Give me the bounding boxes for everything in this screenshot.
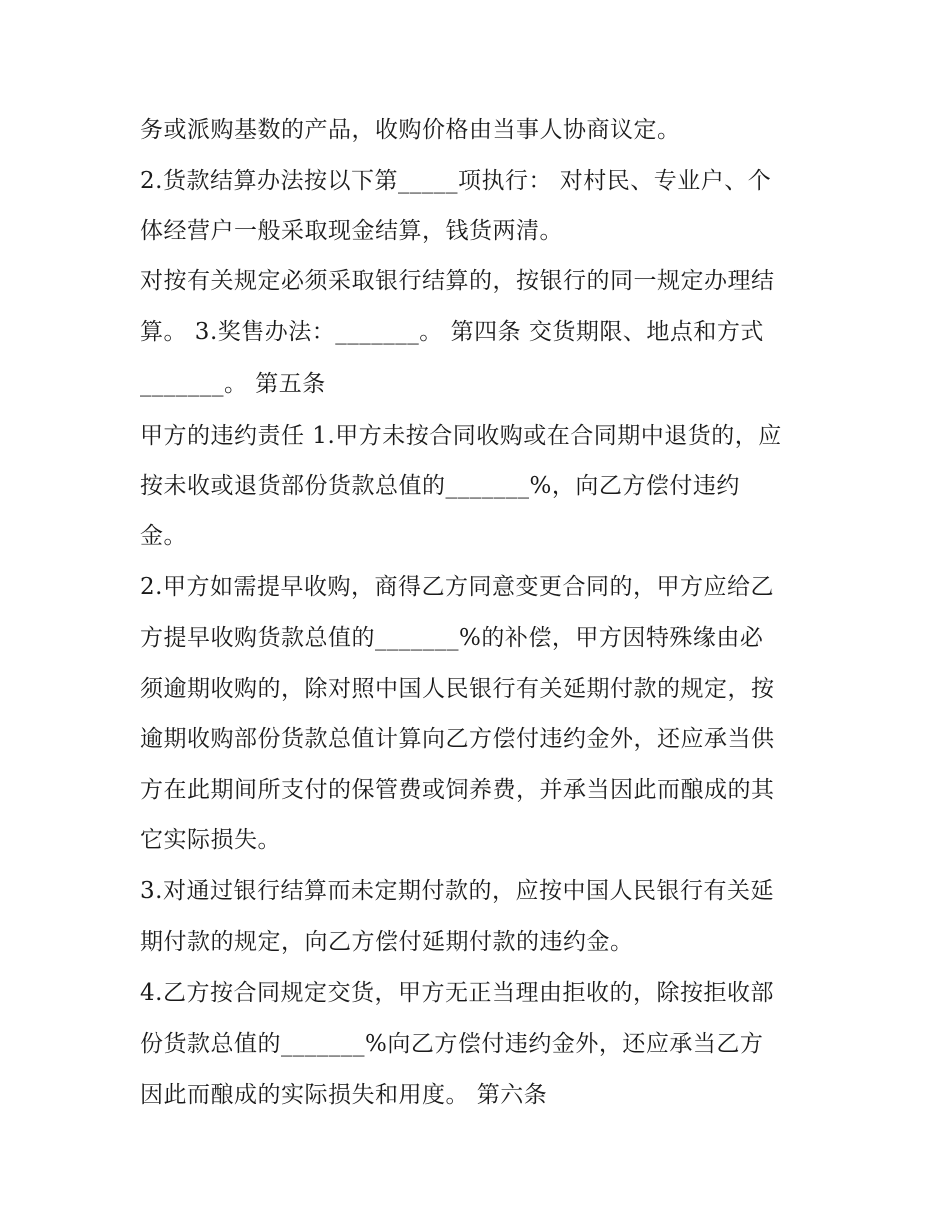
- text-line: 甲方的违约责任 1.甲方未按合同收购或在合同期中退货的，应: [140, 423, 782, 449]
- text-line: 体经营户一般采取现金结算，钱货两清。: [140, 218, 563, 244]
- text-line: 方在此期间所支付的保管费或饲养费，并承当因此而酿成的其: [140, 777, 775, 803]
- text-line: 逾期收购部份货款总值计算向乙方偿付违约金外，还应承当供: [140, 726, 775, 752]
- text-line: 对按有关规定必须采取银行结算的，按银行的同一规定办理结: [140, 268, 775, 294]
- text-line: 算。 3.奖售办法：_______。 第四条 交货期限、地点和方式: [140, 319, 764, 345]
- text-line: 务或派购基数的产品，收购价格由当事人协商议定。: [140, 117, 681, 143]
- text-line: 它实际损失。: [140, 827, 281, 853]
- text-line: 因此而酿成的实际损失和用度。 第六条: [140, 1082, 548, 1108]
- text-line: 份货款总值的_______%向乙方偿付违约金外，还应承当乙方: [140, 1031, 764, 1057]
- text-line: 期付款的规定，向乙方偿付延期付款的违约金。: [140, 929, 634, 955]
- text-line: 金。: [140, 523, 187, 549]
- text-line: 3.对通过银行结算而未定期付款的，应按中国人民银行有关延: [140, 878, 774, 904]
- text-line: 2.甲方如需提早收购，商得乙方同意变更合同的，甲方应给乙: [140, 574, 774, 600]
- text-line: 方提早收购货款总值的_______%的补偿，甲方因特殊缘由必: [140, 625, 764, 651]
- text-line: 2.货款结算办法按以下第_____项执行： 对村民、专业户、个: [140, 168, 772, 194]
- text-line: 4.乙方按合同规定交货，甲方无正当理由拒收的，除按拒收部: [140, 980, 774, 1006]
- text-line: _______。 第五条: [140, 371, 326, 397]
- text-line: 按未收或退货部份货款总值的_______%，向乙方偿付违约: [140, 473, 740, 499]
- text-line: 须逾期收购的，除对照中国人民银行有关延期付款的规定，按: [140, 676, 775, 702]
